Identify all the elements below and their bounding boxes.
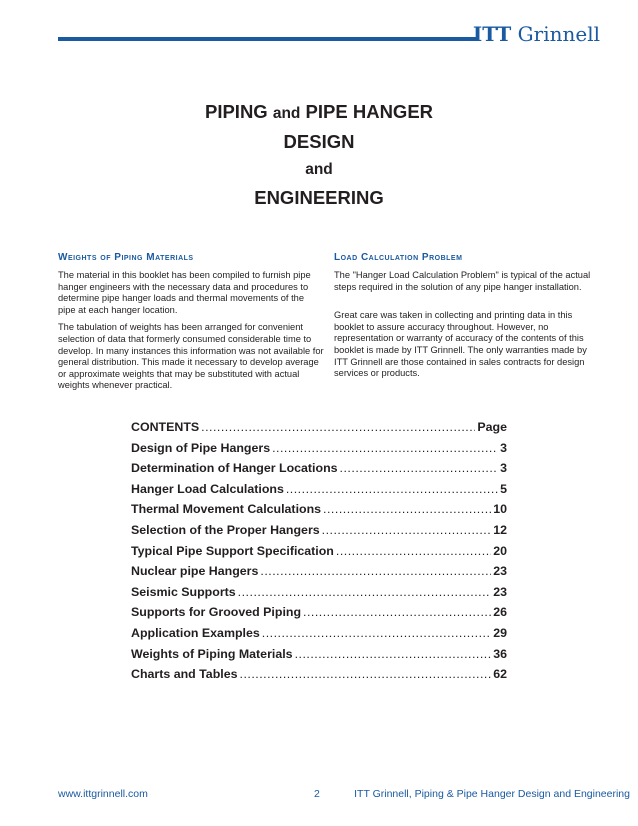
table-of-contents	[131, 420, 507, 688]
toc-entry-nuclear-pipe-hangers[interactable]	[131, 564, 507, 585]
toc-entry-label: Design of Pipe Hangers	[131, 440, 271, 455]
toc-leader	[323, 502, 491, 516]
toc-entry-page: 3	[500, 440, 507, 455]
toc-header-label: CONTENTS	[131, 420, 200, 434]
toc-entry-hanger-locations[interactable]	[131, 461, 507, 482]
footer-publication-title: ITT Grinnell, Piping & Pipe Hanger Design and Engineering	[354, 788, 630, 800]
toc-entry-thermal-movement[interactable]	[131, 502, 507, 523]
toc-leader	[286, 482, 498, 496]
toc-entry-label: Supports for Grooved Piping	[131, 605, 302, 620]
weights-heading: Weights of Piping Materials	[58, 252, 194, 263]
toc-entry-label: Application Examples	[131, 625, 260, 640]
title-line-4: ENGINEERING	[254, 187, 384, 208]
toc-entry-page: 5	[500, 481, 507, 496]
toc-leader	[322, 523, 492, 537]
toc-entry-page: 62	[493, 667, 507, 682]
toc-leader	[260, 564, 491, 578]
toc-leader	[340, 461, 499, 475]
toc-leader	[262, 626, 491, 640]
toc-leader	[336, 544, 491, 558]
toc-entry-label: Typical Pipe Support Specification	[131, 543, 334, 558]
footer-page-number: 2	[314, 788, 320, 800]
toc-entry-page: 23	[493, 584, 507, 599]
document-title	[0, 98, 638, 212]
toc-entry-design-of-pipe-hangers[interactable]	[131, 441, 507, 462]
toc-entry-page: 29	[493, 625, 507, 640]
title-line-1	[0, 98, 638, 128]
title-line-2: DESIGN	[283, 131, 355, 152]
brand-regular: Grinnell	[517, 22, 600, 46]
toc-entry-label: Selection of the Proper Hangers	[131, 522, 320, 537]
toc-entry-weights-of-piping[interactable]	[131, 647, 507, 668]
toc-leader	[240, 667, 492, 681]
load-calculation-heading: Load Calculation Problem	[334, 252, 463, 263]
toc-entry-page: 20	[493, 543, 507, 558]
toc-entry-label: Charts and Tables	[131, 667, 238, 682]
toc-entry-label: Weights of Piping Materials	[131, 646, 293, 661]
toc-leader	[272, 441, 498, 455]
title-word-pipe-hanger: PIPE HANGER	[305, 101, 434, 122]
title-word-and: and	[272, 105, 301, 122]
toc-entry-hanger-load-calculations[interactable]	[131, 482, 507, 503]
toc-entry-label: Seismic Supports	[131, 584, 236, 599]
toc-entry-grooved-piping[interactable]	[131, 605, 507, 626]
toc-header	[131, 420, 507, 441]
weights-paragraph-1: The material in this booklet has been compiled to furnish pipe hanger engineers with the necessary data and procedures to determine pipe hanger loads and thermal movements of the pipe at each hanger location.	[58, 270, 311, 315]
toc-leader	[295, 647, 492, 661]
brand-bold: ITT	[472, 22, 512, 46]
toc-entry-support-specification[interactable]	[131, 544, 507, 565]
title-word-piping: PIPING	[204, 101, 268, 122]
toc-entry-seismic-supports[interactable]	[131, 585, 507, 606]
toc-entry-page: 26	[493, 605, 507, 620]
toc-entry-selection-of-hangers[interactable]	[131, 523, 507, 544]
load-paragraph-1: The "Hanger Load Calculation Problem" is typical of the actual steps required in the solution of any pipe hanger installation.	[334, 270, 591, 292]
toc-header-page: Page	[477, 420, 507, 434]
brand-logo	[473, 22, 600, 46]
toc-entry-page: 23	[493, 564, 507, 579]
load-paragraph-2: Great care was taken in collecting and printing data in this booklet to assure accuracy throughout. However, no representation or warranty of accuracy of the contents of this booklet is made by ITT Grinnell. The only warranties made by ITT Grinnell are those contained in sales contracts for design services or products.	[334, 310, 587, 379]
toc-entry-charts-and-tables[interactable]	[131, 667, 507, 688]
header-rule	[58, 37, 478, 41]
toc-entry-page: 3	[500, 461, 507, 476]
toc-entry-label: Nuclear pipe Hangers	[131, 564, 259, 579]
weights-section	[58, 252, 324, 398]
toc-entry-application-examples[interactable]	[131, 626, 507, 647]
toc-entry-page: 12	[493, 522, 507, 537]
toc-entry-label: Determination of Hanger Locations	[131, 461, 338, 476]
toc-entry-label: Thermal Movement Calculations	[131, 502, 322, 517]
toc-leader	[238, 585, 492, 599]
toc-entry-page: 36	[493, 646, 507, 661]
load-calculation-section	[334, 252, 600, 386]
title-line-3: and	[305, 161, 333, 178]
toc-leader	[201, 420, 475, 434]
weights-paragraph-2: The tabulation of weights has been arranged for convenient selection of data that formerly consumed considerable time to develop. In many instances this information was not available for general distribution. This made it necessary to develop average or approximate weights that may be substituted with actual weights whenever practical.	[58, 322, 324, 391]
footer-url[interactable]: www.ittgrinnell.com	[58, 788, 148, 800]
toc-entry-label: Hanger Load Calculations	[131, 481, 284, 496]
toc-leader	[303, 605, 491, 619]
toc-entry-page: 10	[493, 502, 507, 517]
